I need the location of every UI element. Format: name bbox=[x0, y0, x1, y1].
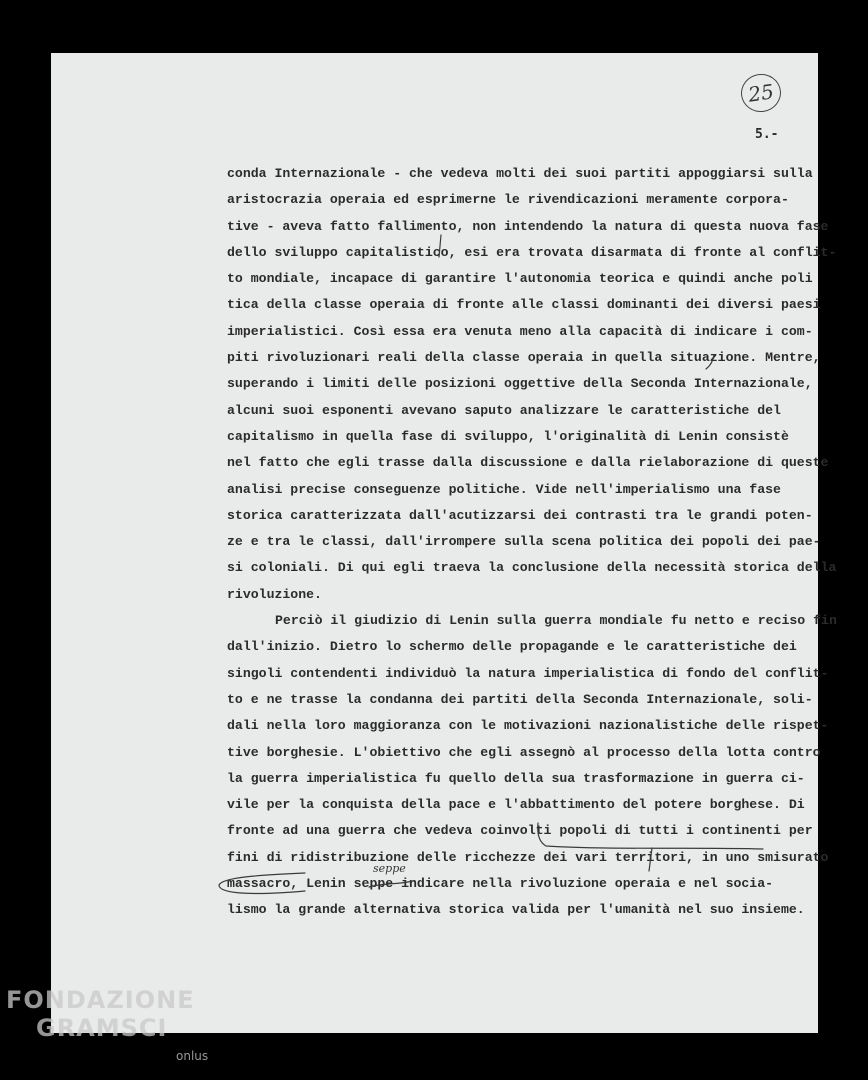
text-line: tive - aveva fatto fallimento, non intendendo la natura di questa nuova fase bbox=[227, 218, 829, 234]
folio-number-circled: 25 bbox=[739, 71, 784, 114]
text-line: singoli contendenti individuò la natura imperialistica di fondo del conflit- bbox=[227, 665, 829, 681]
text-line: dello sviluppo capitalistico, esi era trovata disarmata di fronte al conflit- bbox=[227, 244, 837, 260]
typed-text bbox=[227, 161, 837, 924]
text-line: to mondiale, incapace di garantire l'autonomia teorica e quindi anche poli bbox=[227, 271, 813, 287]
watermark-line: onlus bbox=[176, 1049, 209, 1063]
text-line: piti rivoluzionari reali della classe operaia in quella situazione. Mentre, bbox=[227, 350, 821, 366]
text-line: imperialistici. Così essa era venuta meno alla capacità di indicare i com- bbox=[227, 323, 813, 339]
text-line: tica della classe operaia di fronte alle classi dominanti dei diversi paesi bbox=[227, 297, 821, 313]
text-line: aristocrazia operaia ed esprimerne le rivendicazioni meramente corpora- bbox=[227, 192, 789, 208]
text-line: massacro, Lenin seppe indicare nella rivoluzione operaia e nel socia- bbox=[227, 876, 774, 892]
text-line: storica caratterizzata dall'acutizzarsi dei contrasti tra le grandi poten- bbox=[227, 507, 813, 523]
text-line: dali nella loro maggioranza con le motivazioni nazionalistiche delle rispet- bbox=[227, 718, 829, 734]
text-line: fronte ad una guerra che vedeva coinvolti popoli di tutti i continenti per bbox=[227, 823, 813, 839]
text-line: conda Internazionale - che vedeva molti dei suoi partiti appoggiarsi sulla bbox=[227, 166, 813, 181]
text-line: ze e tra le classi, dall'irrompere sulla scena politica dei popoli dei pae- bbox=[227, 534, 821, 550]
text-line: la guerra imperialistica fu quello della sua trasformazione in guerra ci- bbox=[227, 770, 805, 786]
text-line: Perciò il giudizio di Lenin sulla guerra mondiale fu netto e reciso fin bbox=[275, 613, 837, 629]
page-number: 5.- bbox=[755, 127, 779, 142]
text-line: dall'inizio. Dietro lo schermo delle propagande e le caratteristiche dei bbox=[227, 639, 797, 655]
text-line: nel fatto che egli trasse dalla discussione e dalla rielaborazione di queste bbox=[227, 455, 829, 471]
text-line: lismo la grande alternativa storica valida per l'umanità nel suo insieme. bbox=[227, 902, 805, 918]
text-line: superando i limiti delle posizioni oggettive della Seconda Internazionale, bbox=[227, 376, 813, 392]
text-line: fini di ridistribuzione delle ricchezze dei vari territori, in uno smisurato bbox=[227, 849, 829, 865]
text-line: tive borghesie. L'obiettivo che egli assegnò al processo della lotta contro bbox=[227, 744, 821, 760]
handwritten-note: seppe bbox=[373, 862, 406, 875]
text-line: vile per la conquista della pace e l'abbattimento del potere borghese. Di bbox=[227, 797, 805, 813]
watermark-logo bbox=[6, 986, 209, 1063]
watermark-line: GRAMSCI bbox=[36, 1014, 168, 1042]
text-line: analisi precise conseguenze politiche. Vide nell'imperialismo una fase bbox=[227, 481, 781, 497]
text-line: alcuni suoi esponenti avevano saputo analizzare le caratteristiche del bbox=[227, 402, 781, 418]
document-page bbox=[51, 53, 837, 1033]
text-line: capitalismo in quella fase di sviluppo, l'originalità di Lenin consistè bbox=[227, 428, 789, 444]
text-line: to e ne trasse la condanna dei partiti della Seconda Internazionale, soli- bbox=[227, 691, 813, 707]
text-line: si coloniali. Di qui egli traeva la conclusione della necessità storica della bbox=[227, 560, 837, 576]
text-line: rivoluzione. bbox=[227, 586, 322, 602]
watermark-line: FONDAZIONE bbox=[6, 986, 195, 1014]
